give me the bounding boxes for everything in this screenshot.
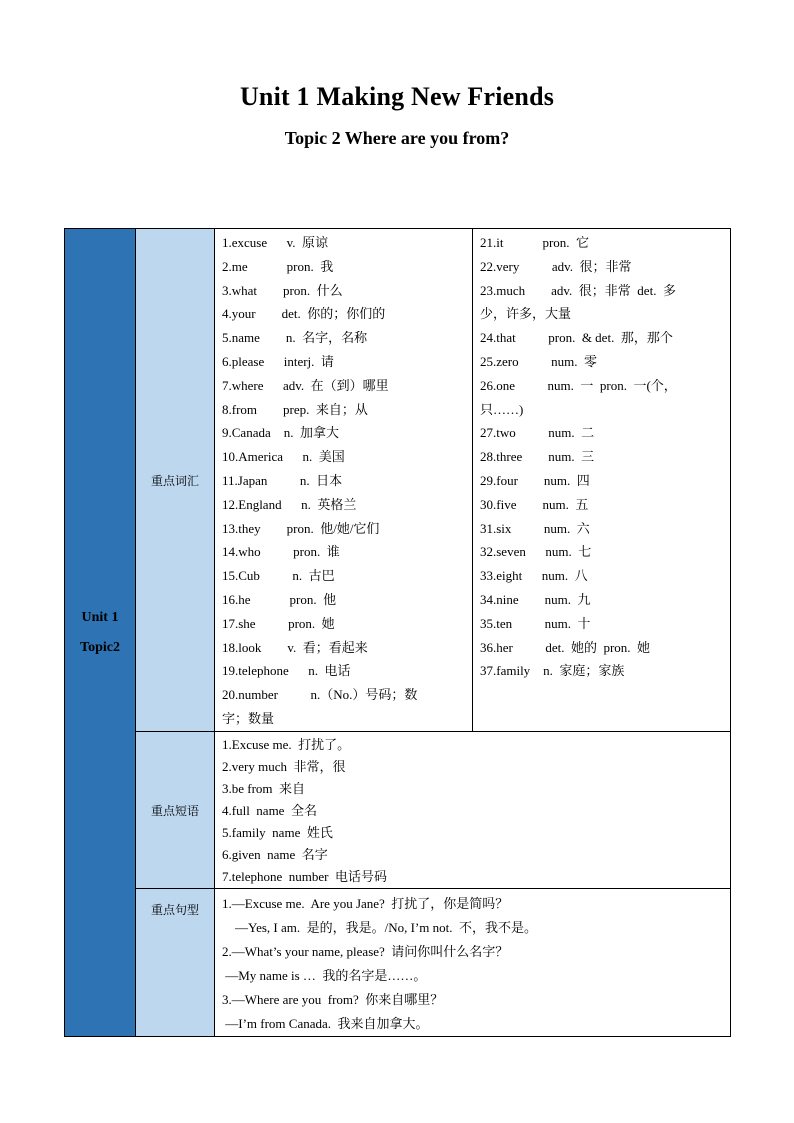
- phrases-column: [215, 732, 731, 889]
- vocab-item: 34.nine num. 九: [480, 591, 591, 607]
- summary-table: [64, 228, 731, 1037]
- vocab-item: 29.four num. 四: [480, 472, 590, 488]
- sentence-item: 1.—Excuse me. Are you Jane? 打扰了，你是简吗？: [222, 896, 509, 911]
- page-title: Unit 1 Making New Friends: [239, 82, 555, 111]
- vocab-item: 14.who pron. 谁: [222, 544, 340, 560]
- vocab-item: 20.number n.（No.）号码；数: [222, 687, 418, 703]
- category-vocab: 重点词汇: [136, 229, 215, 732]
- vocab-item: 9.Canada n. 加拿大: [222, 425, 339, 441]
- phrase-item: 6.given name 名字: [222, 847, 328, 862]
- vocab-item: 28.three num. 三: [480, 449, 595, 465]
- vocab-item: 27.two num. 二: [480, 425, 595, 441]
- vocab-right-column: [473, 229, 731, 732]
- vocab-item: 12.England n. 英格兰: [222, 496, 357, 512]
- vocab-item: 3.what pron. 什么: [222, 282, 343, 298]
- phrase-item: 5.family name 姓氏: [222, 825, 333, 840]
- vocab-item: 18.look v. 看；看起来: [222, 639, 368, 655]
- vocab-item: 11.Japan n. 日本: [222, 472, 343, 488]
- vocab-item: 31.six num. 六: [480, 520, 590, 536]
- vocab-item: 8.from prep. 来自；从: [222, 401, 368, 417]
- sentences-column: [215, 889, 731, 1037]
- category-phrases: 重点短语: [136, 732, 215, 889]
- vocab-item: 2.me pron. 我: [222, 258, 334, 274]
- vocab-item: 16.he pron. 他: [222, 591, 337, 607]
- vocab-item: 17.she pron. 她: [222, 615, 335, 631]
- vocab-item: 7.where adv. 在（到）哪里: [222, 377, 389, 393]
- vocab-item: 少，许多，大量: [480, 306, 572, 322]
- phrase-item: 4.full name 全名: [222, 803, 317, 818]
- sentence-item: —My name is … 我的名字是……。: [222, 968, 427, 983]
- vocab-item: 33.eight num. 八: [480, 568, 588, 584]
- vocab-item: 25.zero num. 零: [480, 353, 597, 369]
- phrase-item: 2.very much 非常，很: [222, 759, 346, 774]
- vocab-item: 23.much adv. 很；非常 det. 多: [480, 282, 676, 298]
- vocab-item: 15.Cub n. 古巴: [222, 568, 335, 584]
- sentence-item: 2.—What’s your name, please? 请问你叫什么名字？: [222, 944, 509, 959]
- page-subtitle: Topic 2 Where are you from?: [284, 128, 510, 148]
- vocab-item: 24.that pron. & det. 那，那个: [480, 330, 673, 346]
- vocab-item: 10.America n. 美国: [222, 449, 345, 465]
- vocab-item: 字；数量: [222, 710, 275, 726]
- vocab-left-column: [215, 229, 473, 732]
- vocab-item: 22.very adv. 很；非常: [480, 258, 632, 274]
- vocab-item: 36.her det. 她的 pron. 她: [480, 639, 651, 655]
- vocab-item: 5.name n. 名字，名称: [222, 330, 368, 346]
- phrase-item: 3.be from 来自: [222, 781, 306, 796]
- vocab-item: 32.seven num. 七: [480, 544, 592, 560]
- vocab-item: 30.five num. 五: [480, 496, 589, 512]
- vocab-item: 只……): [480, 401, 524, 417]
- vocab-item: 4.your det. 你的；你们的: [222, 306, 386, 322]
- vocab-item: 1.excuse v. 原谅: [222, 235, 329, 250]
- vocab-item: 26.one num. 一 pron. 一(个，: [480, 377, 677, 393]
- sentence-item: 3.—Where are you from? 你来自哪里？: [222, 992, 444, 1007]
- sentence-item: —Yes, I am. 是的，我是。/No, I’m not. 不，我不是。: [222, 920, 538, 935]
- unit-label-line2: Topic2: [80, 639, 120, 655]
- vocab-item: 21.it pron. 它: [480, 235, 590, 250]
- sentence-item: —I’m from Canada. 我来自加拿大。: [222, 1016, 429, 1031]
- phrase-item: 1.Excuse me. 打扰了。: [222, 737, 351, 752]
- vocab-item: 13.they pron. 他/她/它们: [222, 520, 380, 536]
- unit-label-cell: [65, 229, 136, 1037]
- vocab-item: 37.family n. 家庭；家族: [480, 663, 625, 679]
- phrase-item: 7.telephone number 电话号码: [222, 869, 387, 884]
- unit-label-line1: Unit 1: [81, 609, 119, 625]
- vocab-item: 6.please interj. 请: [222, 353, 334, 369]
- vocab-item: 19.telephone n. 电话: [222, 663, 351, 679]
- category-sentences: 重点句型: [136, 889, 215, 1037]
- vocab-item: 35.ten num. 十: [480, 615, 591, 631]
